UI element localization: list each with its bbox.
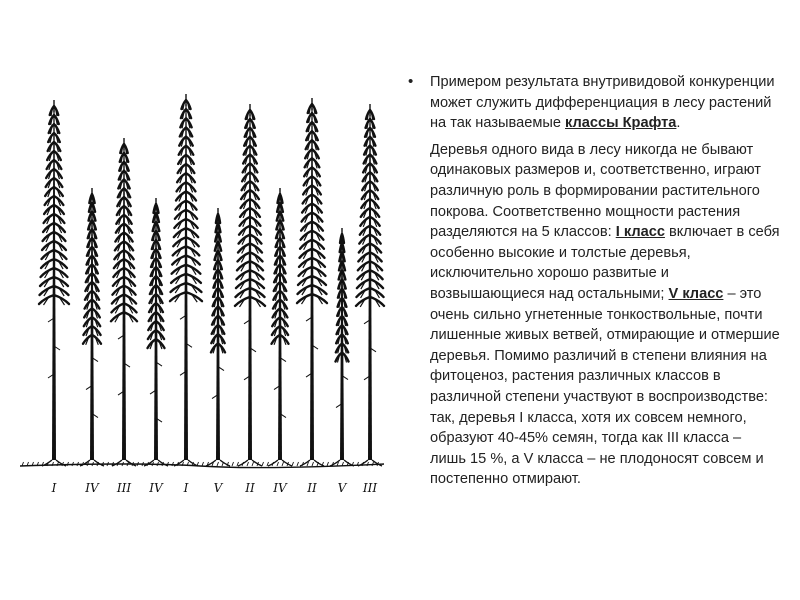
tree-class-label: III <box>362 481 378 495</box>
tree-class-label: IV <box>149 481 163 495</box>
classes-text-part3: – это очень сильно угнетенные тонкоствольные, почти лишенные живых ветвей, отмирающие и отмершие деревья. Помимо различий в степени влияния на фитоценоз, растения различных классов в различной степени участвуют в воспроизводстве: так, деревья I класса, хотя их совсем немного, образуют 40-45% семян, тогда как III класса – лишь 15 %, а V класса – не плодоносят совсем и постепенно отмирают. <box>430 285 780 488</box>
paragraph-kraft-intro <box>408 72 780 134</box>
tree-class-label: V <box>213 481 223 495</box>
class-1-term: I класс <box>615 224 665 241</box>
paragraph-classes-description <box>408 140 780 490</box>
forest-illustration <box>14 88 386 508</box>
tree-class-label: V <box>337 481 347 495</box>
tree-class-label: II <box>245 481 255 495</box>
kraft-classes-term: классы Крафта <box>565 115 677 132</box>
spruce-tree-6 <box>206 208 230 466</box>
tree-class-label: IV <box>85 481 99 495</box>
spruce-tree-4 <box>144 198 168 466</box>
spruce-tree-3 <box>111 138 137 466</box>
tree-class-label: II <box>307 481 317 495</box>
classes-text-part1: Деревья одного вида в лесу никогда не бывают одинаковых размеров и, соответственно, играют различную роль в формировании растительного покрова. Соответственно мощности растения разделяются на 5 классов: <box>430 141 761 241</box>
spruce-forest-drawing-icon <box>14 88 386 508</box>
spruce-tree-8 <box>268 188 292 466</box>
spruce-tree-1 <box>39 100 69 466</box>
intro-text: Примером результата внутривидовой конкуренции может служить дифференциация в лесу растений на так называемые <box>430 74 775 132</box>
text-block <box>408 72 780 490</box>
spruce-tree-9 <box>297 98 327 466</box>
classes-text-part2: включает в себя особенно высокие и толстые деревья, исключительно хорошо развитые и возвышающиеся над остальными; <box>430 224 780 302</box>
spruce-tree-5 <box>170 94 202 466</box>
tree-class-label: IV <box>273 481 287 495</box>
tree-class-label: I <box>183 481 189 495</box>
class-5-term: V класс <box>668 285 724 302</box>
spruce-tree-10 <box>330 228 354 466</box>
spruce-tree-7 <box>235 104 265 466</box>
spruce-tree-11 <box>356 104 384 466</box>
spruce-tree-2 <box>80 188 104 466</box>
tree-class-label: III <box>116 481 132 495</box>
intro-end: . <box>676 115 681 132</box>
bullet: • <box>408 73 414 90</box>
tree-class-label: I <box>51 481 57 495</box>
